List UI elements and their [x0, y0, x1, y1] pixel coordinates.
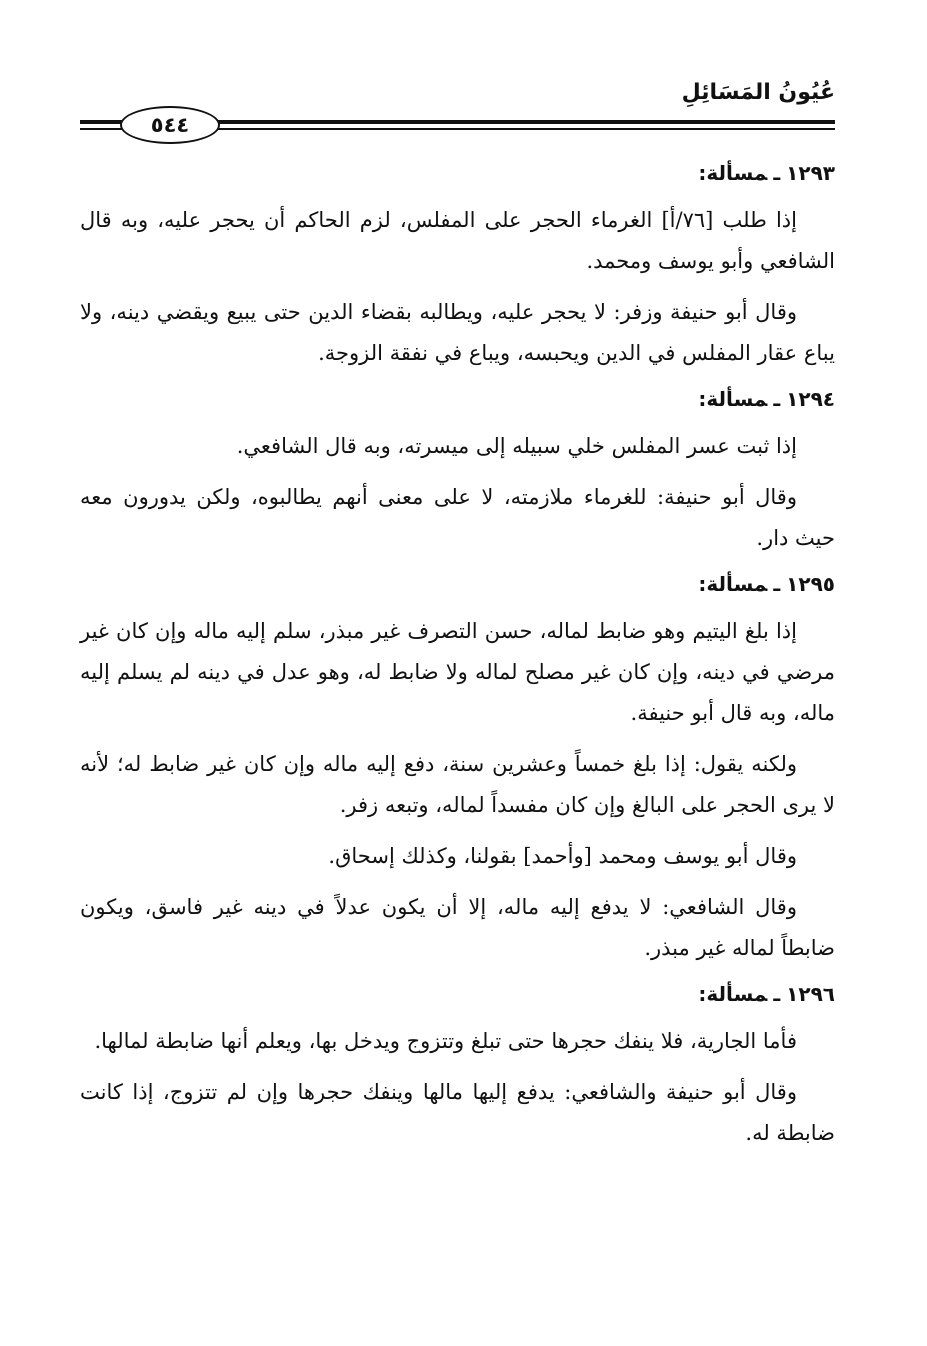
- issue-number: ١٢٩٤: [786, 387, 835, 411]
- issue-heading: ١٢٩٦ـمسألة:: [698, 982, 835, 1006]
- book-page: [80, 70, 835, 1320]
- paragraph: وقال أبو حنيفة وزفر: لا يحجر عليه، ويطالبه بقضاء الدين حتى يبيع ويقضي دينه، ولا يباع عقار المفلس في الدين ويحبسه، ويباع في نفقة الزوجة.: [80, 300, 835, 365]
- issue-label: مسألة:: [698, 572, 768, 596]
- issue-1294: [80, 384, 835, 559]
- issue-number: ١٢٩٥: [786, 572, 835, 596]
- paragraph: إذا ثبت عسر المفلس خلي سبيله إلى ميسرته، وبه قال الشافعي.: [236, 434, 797, 458]
- running-title: عُيُونُ المَسَائِلِ: [681, 80, 835, 105]
- paragraph: وقال الشافعي: لا يدفع إليه ماله، إلا أن يكون عدلاً في دينه غير فاسق، ويكون ضابطاً لماله غير مبذر.: [80, 895, 835, 960]
- issue-heading: ١٢٩٣ـمسألة:: [698, 161, 835, 185]
- paragraph: إذا بلغ اليتيم وهو ضابط لماله، حسن التصرف غير مبذر، سلم إليه ماله وإن كان غير مرضي في دينه، وإن كان غير مصلح لماله ولا ضابط له، وهو عدل في دينه لم يسلم إليه ماله، وبه قال أبو حنيفة.: [80, 619, 835, 725]
- issue-number: ١٢٩٦: [786, 982, 835, 1006]
- issue-heading: ١٢٩٥ـمسألة:: [698, 572, 835, 596]
- paragraph: وقال أبو حنيفة والشافعي: يدفع إليها مالها وينفك حجرها وإن لم تتزوج، إذا كانت ضابطة له.: [80, 1080, 835, 1145]
- issue-heading: ١٢٩٤ـمسألة:: [698, 387, 835, 411]
- paragraph: وقال أبو حنيفة: للغرماء ملازمته، لا على معنى أنهم يطالبوه، ولكن يدورون معه حيث دار.: [80, 485, 835, 550]
- issue-label: مسألة:: [698, 161, 768, 185]
- issue-number: ١٢٩٣: [786, 161, 835, 185]
- page-number: ٥٤٤: [120, 106, 220, 144]
- issue-1293: [80, 158, 835, 374]
- issue-label: مسألة:: [698, 982, 768, 1006]
- issue-1295: [80, 569, 835, 969]
- page-content: [80, 150, 835, 1164]
- issue-label: مسألة:: [698, 387, 768, 411]
- issue-1296: [80, 979, 835, 1154]
- paragraph: إذا طلب [٧٦/أ] الغرماء الحجر على المفلس، لزم الحاكم أن يحجر عليه، وبه قال الشافعي وأبو يوسف ومحمد.: [80, 208, 835, 273]
- paragraph: وقال أبو يوسف ومحمد [وأحمد] بقولنا، وكذلك إسحاق.: [328, 844, 797, 868]
- paragraph: فأما الجارية، فلا ينفك حجرها حتى تبلغ وتتزوج ويدخل بها، ويعلم أنها ضابطة لمالها.: [94, 1029, 797, 1053]
- paragraph: ولكنه يقول: إذا بلغ خمساً وعشرين سنة، دفع إليه ماله وإن كان غير ضابط له؛ لأنه لا يرى الحجر على البالغ وإن كان مفسداً لماله، وتبعه زفر.: [80, 752, 835, 817]
